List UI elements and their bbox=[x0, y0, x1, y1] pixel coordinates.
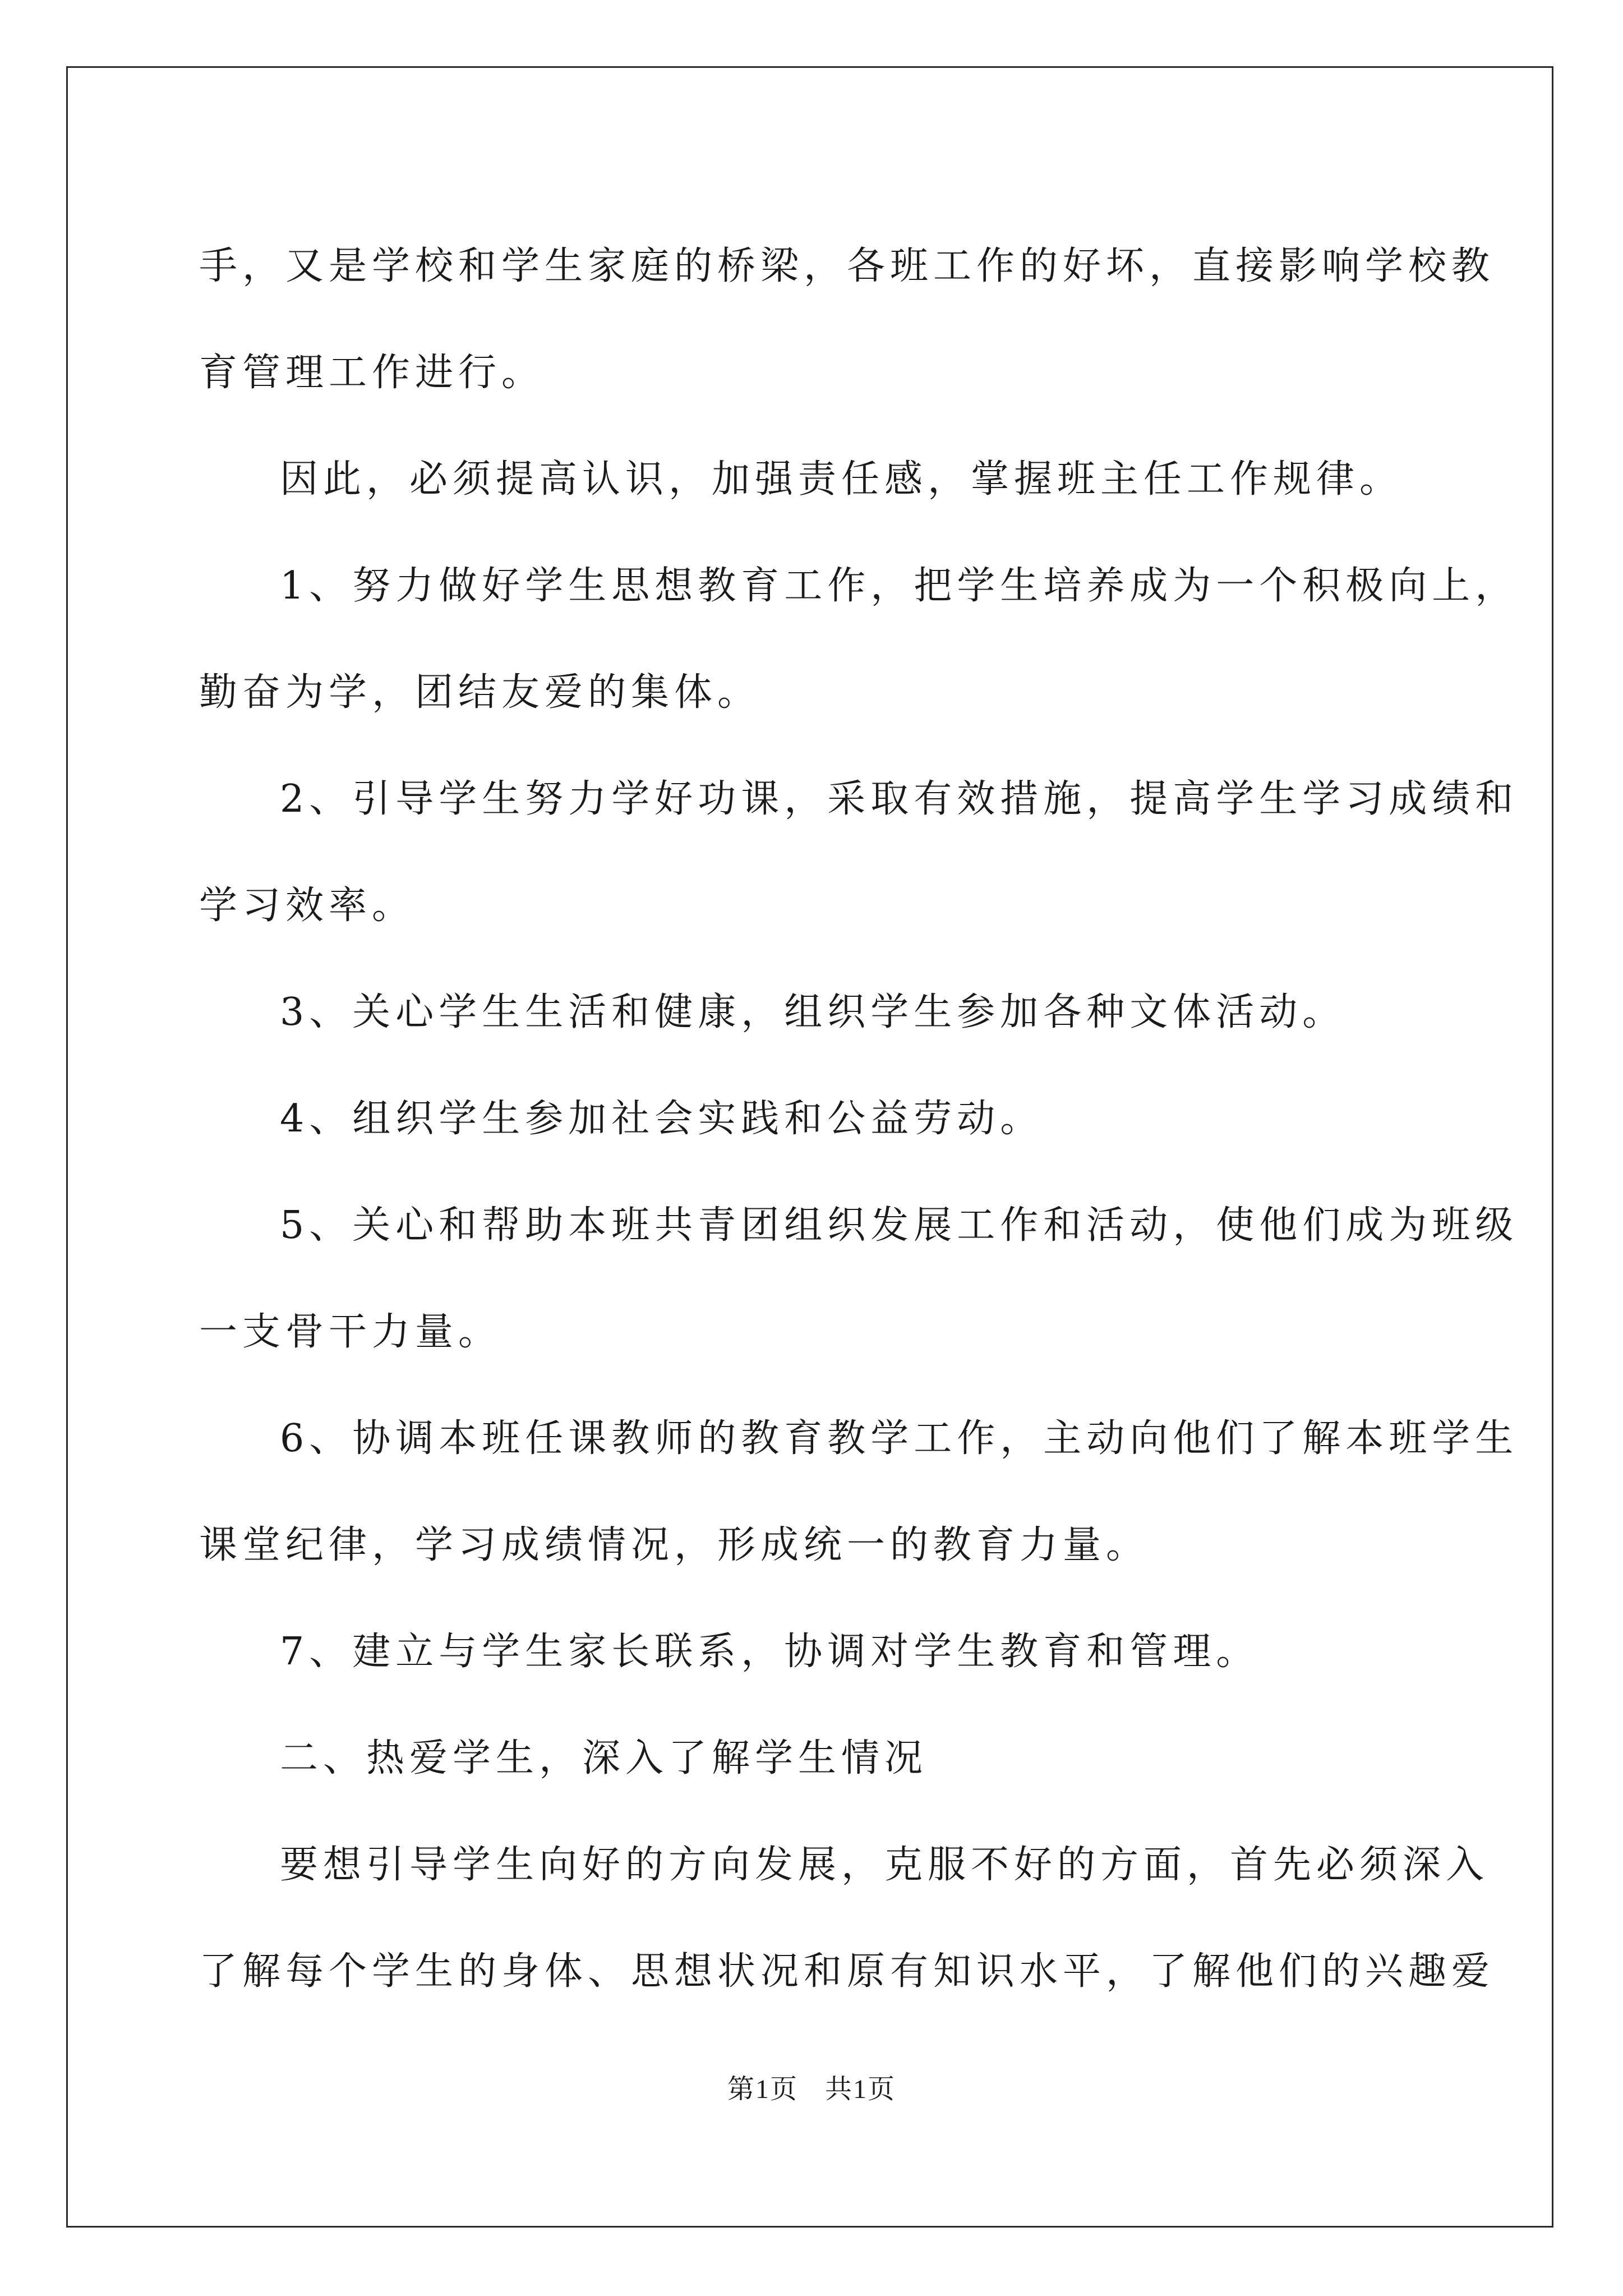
page-footer bbox=[0, 2067, 1623, 2106]
list-item-3: 3、关心学生生活和健康，组织学生参加各种文体活动。 bbox=[280, 990, 1346, 1034]
list-item-7: 7、建立与学生家长联系，协调对学生教育和管理。 bbox=[280, 1630, 1260, 1674]
list-item-6: 6、协调本班任课教师的教育教学工作，主动向他们了解本班学生 bbox=[280, 1416, 1519, 1461]
text-line: 课堂纪律，学习成绩情况，形成统一的教育力量。 bbox=[199, 1523, 1150, 1567]
list-item-2: 2、引导学生努力学好功课，采取有效措施，提高学生学习成绩和 bbox=[280, 777, 1519, 821]
list-item-4: 4、组织学生参加社会实践和公益劳动。 bbox=[280, 1097, 1044, 1141]
page-total: 共1页 bbox=[825, 2074, 896, 2104]
text-line: 了解每个学生的身体、思想状况和原有知识水平，了解他们的兴趣爱 bbox=[199, 1949, 1495, 1994]
list-item-5: 5、关心和帮助本班共青团组织发展工作和活动，使他们成为班级 bbox=[280, 1203, 1519, 1248]
page-number: 第1页 bbox=[727, 2074, 798, 2104]
text-line: 学习效率。 bbox=[199, 884, 416, 928]
text-line: 手，又是学校和学生家庭的桥梁，各班工作的好坏，直接影响学校教 bbox=[199, 244, 1495, 288]
section-heading: 二、热爱学生，深入了解学生情况 bbox=[280, 1736, 928, 1780]
paragraph-line: 要想引导学生向好的方向发展，克服不好的方面，首先必须深入 bbox=[280, 1843, 1490, 1887]
paragraph-line: 因此，必须提高认识，加强责任感，掌握班主任工作规律。 bbox=[280, 457, 1403, 501]
text-line: 育管理工作进行。 bbox=[199, 351, 545, 395]
document-body bbox=[199, 213, 1519, 2025]
text-line: 勤奋为学，团结友爱的集体。 bbox=[199, 670, 761, 715]
list-item-1: 1、努力做好学生思想教育工作，把学生培养成为一个积极向上， bbox=[280, 564, 1519, 608]
text-line: 一支骨干力量。 bbox=[199, 1310, 502, 1354]
